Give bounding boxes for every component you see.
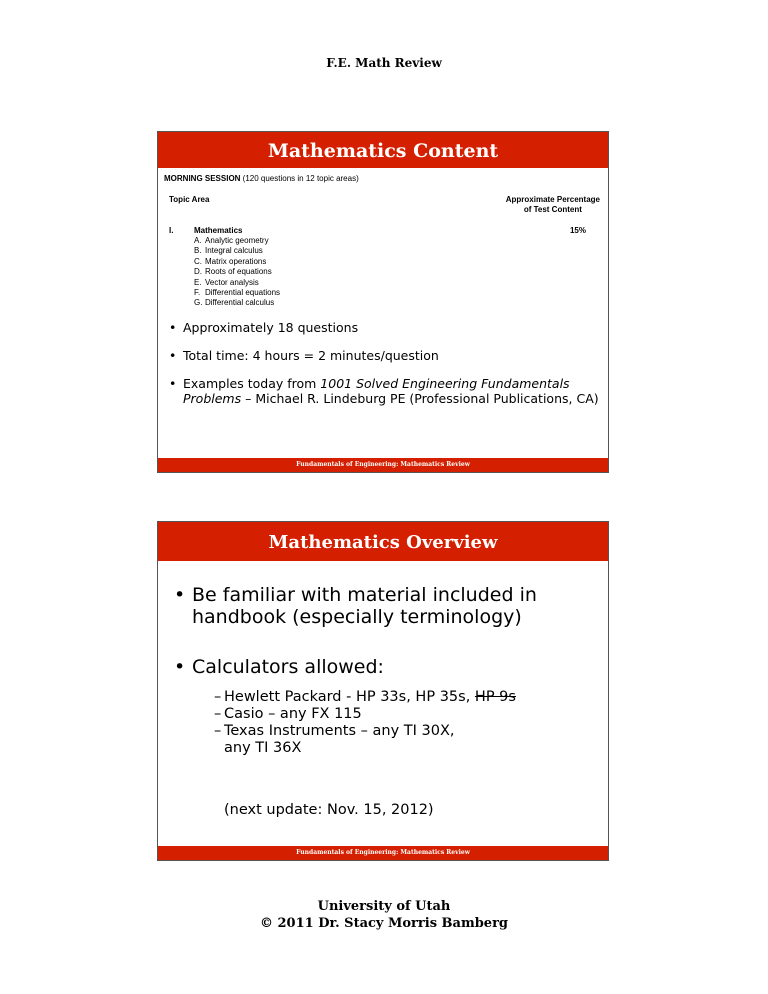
- bullet-calculators: • Calculators allowed:: [174, 656, 384, 678]
- bullet-icon: •: [174, 584, 186, 606]
- slide-footer: Fundamentals of Engineering: Mathematics Review: [158, 458, 608, 472]
- slide1-bullet-list: [169, 320, 599, 419]
- slide2-bullet-list: [174, 584, 604, 678]
- percentage-header: [506, 195, 600, 215]
- copyright: © 2011 Dr. Stacy Morris Bamberg: [259, 916, 509, 931]
- dash-icon: –: [214, 689, 222, 705]
- topic-item: E. Vector analysis: [194, 277, 259, 287]
- session-heading: [164, 174, 359, 184]
- bullet-icon: •: [169, 376, 177, 391]
- bullet-icon: •: [174, 656, 186, 678]
- session-detail: (120 questions in 12 topic areas): [240, 174, 359, 183]
- topic-item: C. Matrix operations: [194, 256, 267, 266]
- percentage-header-line2: of Test Content: [523, 205, 582, 214]
- bullet-total-time: • Total time: 4 hours = 2 minutes/question: [169, 348, 439, 363]
- topic-item: G. Differential calculus: [194, 298, 275, 308]
- bullet-familiarity: • Be familiar with material included in handbook (especially terminology): [174, 584, 537, 628]
- topic-numeral: I.: [169, 226, 174, 235]
- calculator-item-ti: – Texas Instruments – any TI 30X, any TI 36X: [214, 723, 455, 756]
- calculator-list: [214, 689, 516, 757]
- percentage-header-line1: Approximate Percentage: [505, 195, 600, 204]
- slide-mathematics-content: [157, 131, 609, 473]
- session-label: MORNING SESSION: [164, 174, 241, 183]
- topic-item: B. Integral calculus: [194, 246, 263, 256]
- slide-title: Mathematics Overview: [158, 522, 608, 561]
- slide-title: Mathematics Content: [158, 132, 608, 168]
- bullet-question-count: • Approximately 18 questions: [169, 320, 359, 335]
- topic-item: F. Differential equations: [194, 288, 281, 298]
- university-name: University of Utah: [317, 899, 451, 914]
- topic-item: A. Analytic geometry: [194, 236, 269, 245]
- topic-name: Mathematics: [194, 226, 243, 235]
- page-header: F.E. Math Review: [326, 56, 442, 70]
- update-note: (next update: Nov. 15, 2012): [224, 802, 434, 818]
- dash-icon: –: [214, 706, 222, 722]
- calculator-item-hp: – Hewlett Packard - HP 33s, HP 35s, HP 9s: [214, 689, 516, 705]
- slide-mathematics-overview: [157, 521, 609, 861]
- topic-item-list: [194, 236, 280, 309]
- bullet-examples-source: • Examples today from 1001 Solved Engineering Fundamentals Problems – Michael R. Lindeburg PE (Professional Publications, CA): [169, 376, 599, 406]
- bullet-icon: •: [169, 320, 177, 335]
- bullet-icon: •: [169, 348, 177, 363]
- page-footer: [0, 898, 768, 932]
- book-title: 1001 Solved Engineering Fundamentals Problems: [183, 376, 570, 406]
- slide-footer: Fundamentals of Engineering: Mathematics Review: [158, 846, 608, 860]
- topic-area-header: Topic Area: [169, 195, 210, 204]
- calculator-item-casio: – Casio – any FX 115: [214, 706, 362, 722]
- topic-item: D. Roots of equations: [194, 267, 272, 277]
- dash-icon: –: [214, 723, 222, 739]
- struck-model: HP 9s: [474, 689, 516, 705]
- topic-percent: 15%: [569, 226, 586, 235]
